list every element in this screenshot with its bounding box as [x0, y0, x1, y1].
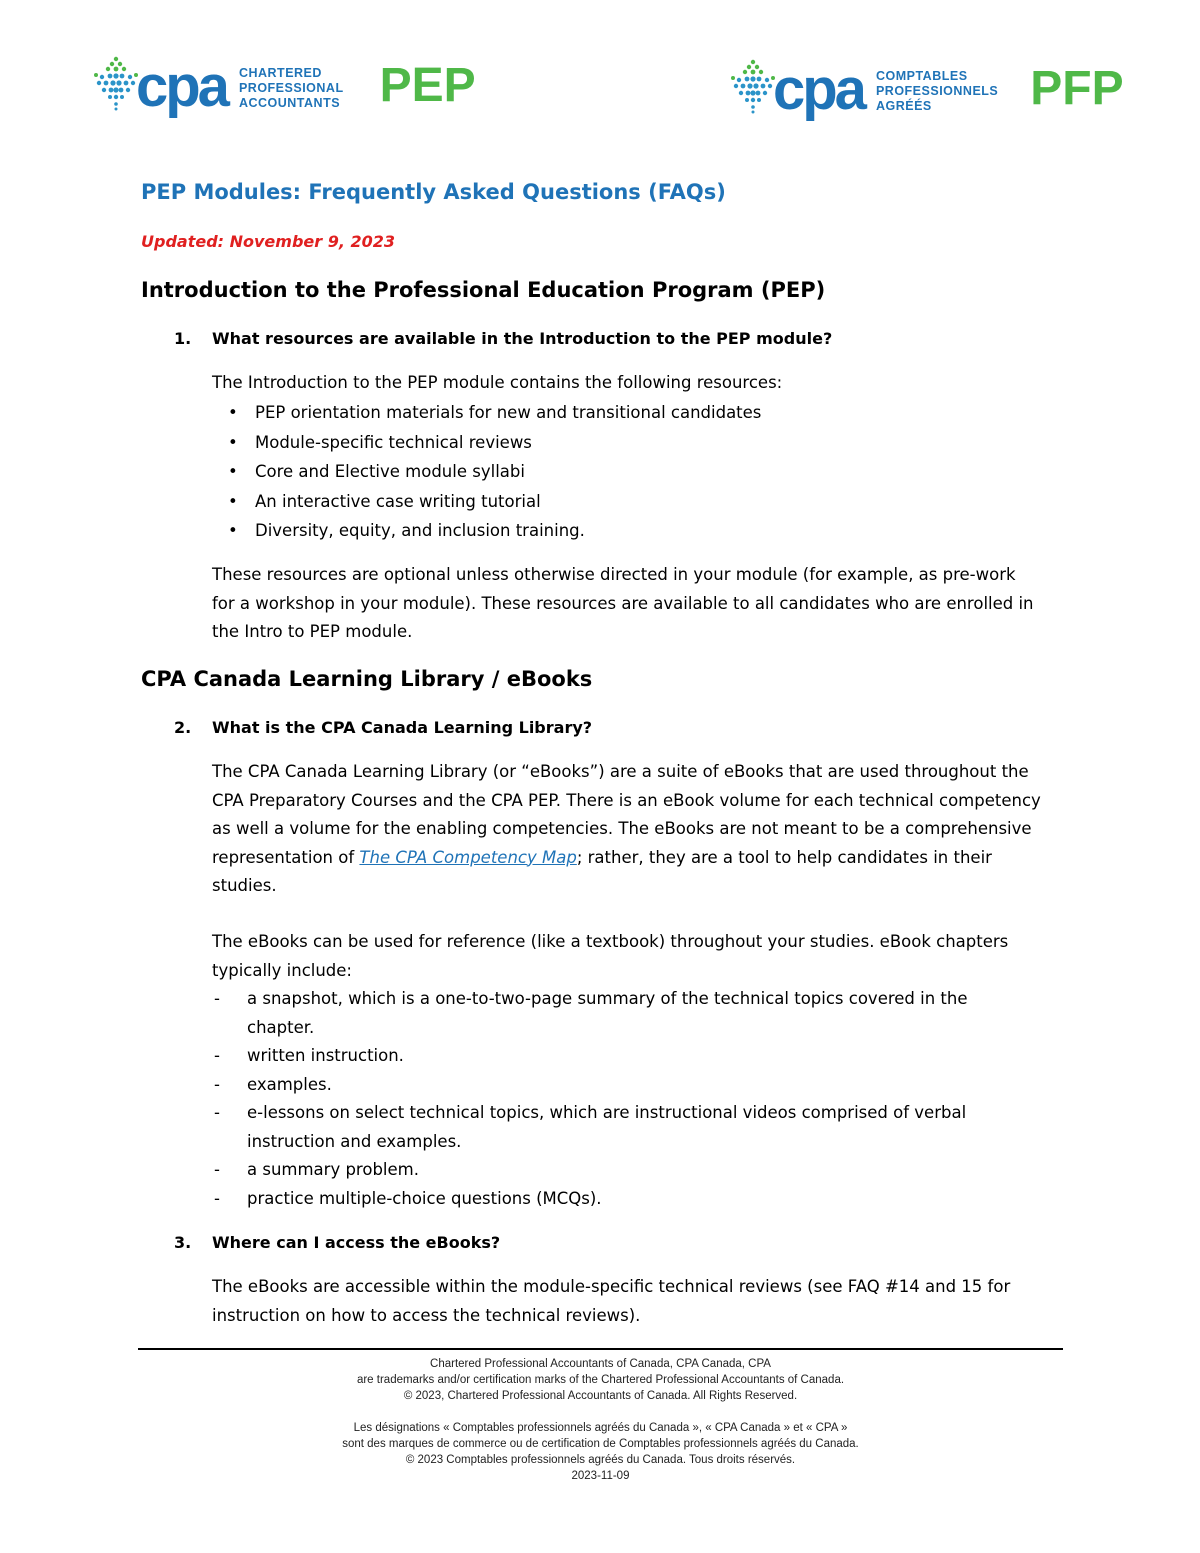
cpa-wordmark: cpa: [773, 57, 864, 122]
footer-line: are trademarks and/or certification marks of the Chartered Professional Accountants of Canada.: [356, 1374, 845, 1386]
subtitle-line: PROFESSIONNELS: [875, 83, 999, 98]
footer-line: © 2023 Comptables professionnels agréés du Canada. Tous droits réservés.: [405, 1454, 796, 1466]
list-item: - written instruction.: [212, 1042, 1012, 1071]
competency-map-link[interactable]: The CPA Competency Map: [359, 847, 577, 867]
footer-date: 2023-11-09: [571, 1470, 630, 1482]
list-item: • Diversity, equity, and inclusion training.: [255, 516, 761, 546]
subtitle-line: ACCOUNTANTS: [238, 95, 341, 110]
document-title: PEP Modules: Frequently Asked Questions (FAQs): [141, 180, 726, 204]
section-heading-learning-library: CPA Canada Learning Library / eBooks: [141, 667, 593, 691]
subtitle-line: PROFESSIONAL: [238, 80, 344, 95]
question-text: Where can I access the eBooks?: [212, 1233, 501, 1252]
faq-1-intro: The Introduction to the PEP module contains the following resources:: [212, 373, 783, 392]
footer-line: Les désignations « Comptables professionnels agréés du Canada », « CPA Canada » et « CPA »: [353, 1422, 848, 1434]
maple-leaf-dots-icon: [727, 58, 779, 114]
updated-date: Updated: November 9, 2023: [141, 232, 396, 251]
list-item: • An interactive case writing tutorial: [255, 487, 761, 517]
program-pep-label: PEP: [379, 59, 476, 112]
ebook-contents-list: [212, 985, 1012, 1213]
cpa-english-logo: [90, 50, 476, 119]
list-item: • Module-specific technical reviews: [255, 428, 761, 458]
cpa-subtitle-fr: [876, 69, 998, 114]
list-item: - examples.: [212, 1071, 1012, 1100]
question-number: 3.: [174, 1233, 192, 1252]
faq-question-1: [174, 329, 832, 348]
cpa-subtitle-en: [239, 66, 344, 111]
faq-2-paragraph-2: The eBooks can be used for reference (like a textbook) throughout your studies. eBook chapters typically include:: [212, 932, 1009, 980]
question-number: 2.: [174, 718, 192, 737]
question-text: What resources are available in the Introduction to the PEP module?: [212, 329, 833, 348]
program-pfp-label: PFP: [1030, 62, 1124, 115]
list-item: - a summary problem.: [212, 1156, 1012, 1185]
cpa-wordmark: cpa: [136, 54, 227, 119]
footer-line: Chartered Professional Accountants of Canada, CPA Canada, CPA: [430, 1358, 771, 1370]
footer-legal: [138, 1356, 1063, 1484]
list-item: - a snapshot, which is a one-to-two-page summary of the technical topics covered in the chapter.: [212, 985, 1012, 1042]
maple-leaf-dots-icon: [90, 55, 142, 111]
paragraph-text: The CPA Canada Learning Library (or “eBooks”) are a suite of eBooks that are used throughout the CPA Preparatory Courses and the CPA PEP. There is an eBook volume for each technical competency as well a volume for the enabling competencies. The eBooks are not meant to be a comprehensive representation of: [212, 762, 1041, 867]
faq-3-answer: The eBooks are accessible within the module-specific technical reviews (see FAQ #14 and 15 for instruction on how to access the technical reviews).: [212, 1277, 1011, 1325]
faq-question-2: [174, 718, 592, 737]
list-item: • PEP orientation materials for new and transitional candidates: [255, 398, 761, 428]
faq-question-3: [174, 1233, 500, 1252]
faq-1-closing: These resources are optional unless otherwise directed in your module (for example, as pre-work for a workshop in your module). These resources are available to all candidates who are enrolled in the Intro to PEP module.: [212, 565, 1034, 641]
subtitle-line: COMPTABLES: [875, 68, 968, 83]
resources-list: [255, 398, 761, 546]
paragraph-text: ; rather, they are a tool to help candidates in their studies.: [212, 847, 992, 895]
list-item: • Core and Elective module syllabi: [255, 457, 761, 487]
question-number: 1.: [174, 329, 192, 348]
footer-divider: [138, 1348, 1063, 1350]
footer-line: sont des marques de commerce ou de certification de Comptables professionnels agréés du Canada.: [342, 1438, 859, 1450]
subtitle-line: AGRÉÉS: [875, 98, 932, 113]
list-item: - e-lessons on select technical topics, which are instructional videos comprised of verbal instruction and examples.: [212, 1099, 1012, 1156]
list-item: - practice multiple-choice questions (MCQs).: [212, 1185, 1012, 1214]
cpa-french-logo: [727, 53, 1124, 122]
subtitle-line: CHARTERED: [238, 65, 322, 80]
section-heading-intro-pep: Introduction to the Professional Education Program (PEP): [141, 278, 826, 302]
footer-line: © 2023, Chartered Professional Accountants of Canada. All Rights Reserved.: [403, 1390, 798, 1402]
faq-2-paragraph-1: [212, 758, 1057, 901]
question-text: What is the CPA Canada Learning Library?: [212, 718, 593, 737]
